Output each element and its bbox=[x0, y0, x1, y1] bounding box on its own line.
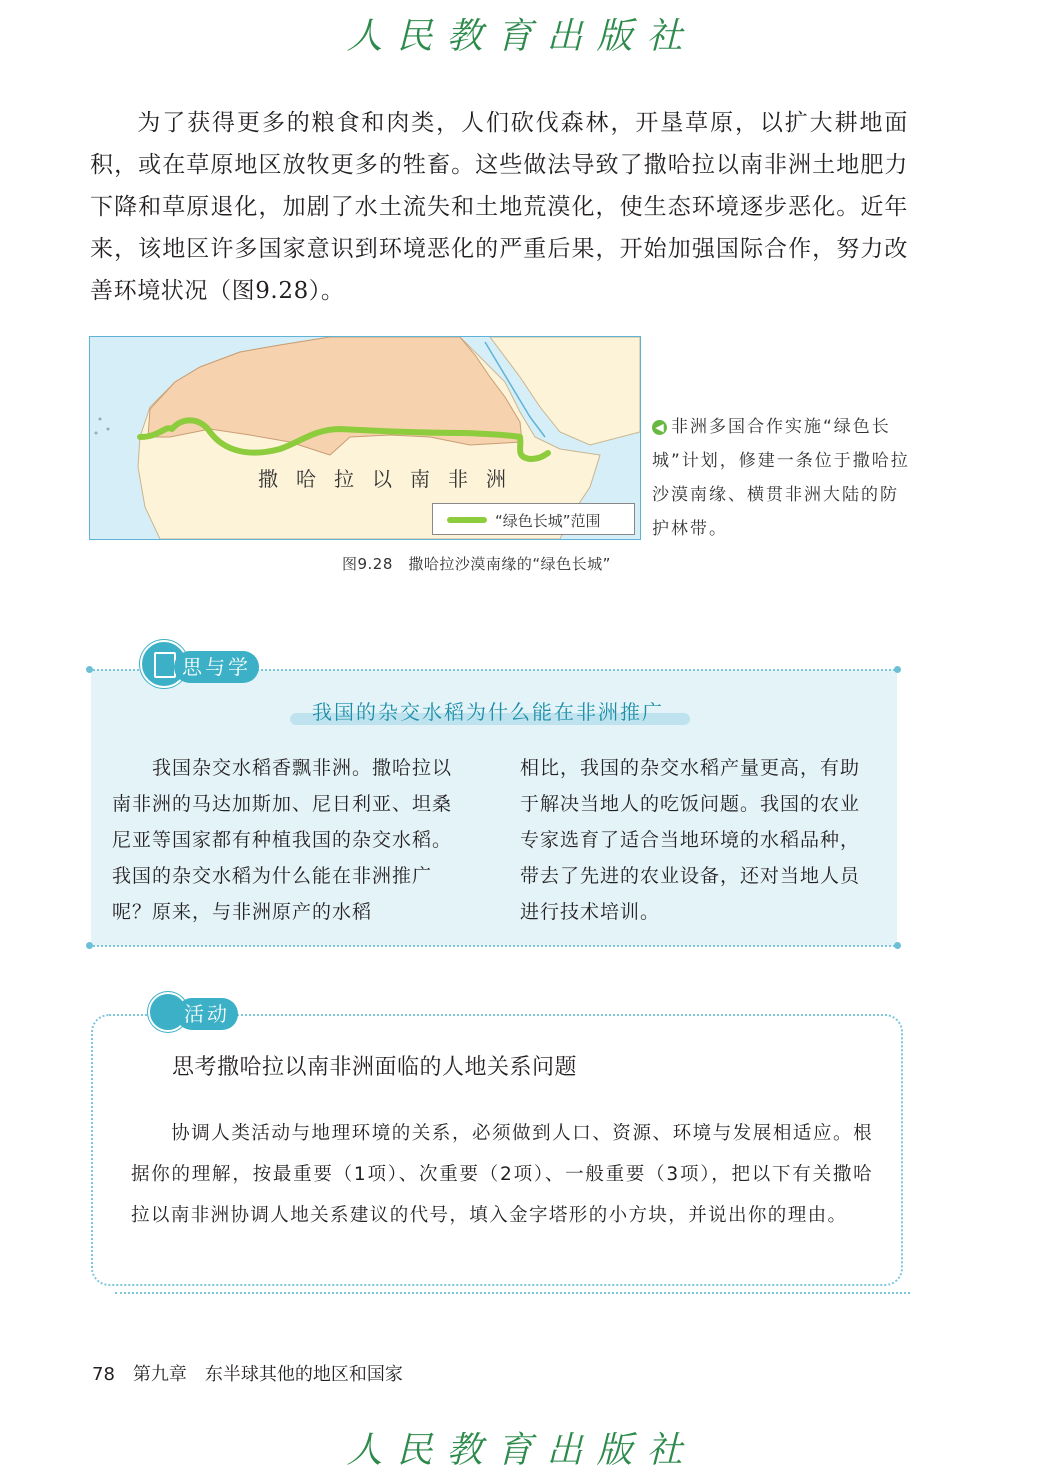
think-text-left: 我国杂交水稻香飘非洲。撒哈拉以南非洲的马达加斯加、尼日利亚、坦桑尼亚等国家都有种植我国的杂交水稻。我国的杂交水稻为什么能在非洲推广呢？原来，与非洲原产的水稻 bbox=[112, 757, 453, 923]
activity-title: 思考撒哈拉以南非洲面临的人地关系问题 bbox=[172, 1055, 578, 1080]
think-corner-dot bbox=[86, 666, 93, 673]
body-paragraph: 为了获得更多的粮食和肉类，人们砍伐森林，开垦草原，以扩大耕地面积，或在草原地区放牧更多的牲畜。这些做法导致了撒哈拉以南非洲土地肥力下降和草原退化，加剧了水土流失和土地荒漠化，使生态环境逐步恶化。近年来，该地区许多国家意识到环境恶化的严重后果，开始加强国际合作，努力改善环境状况（图9.28）。 bbox=[90, 110, 908, 304]
figure-side-caption: ◀ 非洲多国合作实施“绿色长城”计划，修建一条位于撒哈拉沙漠南缘、横贯非洲大陆的防护林带。 bbox=[652, 417, 910, 539]
think-bottom-border bbox=[90, 945, 898, 947]
think-title: 我国的杂交水稻为什么能在非洲推广 bbox=[312, 700, 664, 724]
think-text-right: 相比，我国的杂交水稻产量更高，有助于解决当地人的吃饭问题。我国的农业专家选育了适合当地环境的水稻品种，带去了先进的农业设备，还对当地人员进行技术培训。 bbox=[520, 757, 861, 923]
legend-swatch bbox=[447, 517, 487, 523]
publisher-watermark-bottom: 人民教育出版社 bbox=[346, 1430, 697, 1471]
legend-label: “绿色长城”范围 bbox=[495, 512, 601, 530]
think-badge bbox=[140, 640, 280, 690]
think-badge-label: 思与学 bbox=[174, 651, 259, 683]
publisher-watermark-top: 人民教育出版社 bbox=[346, 16, 697, 57]
map-region-label: 撒哈拉以南非洲 bbox=[258, 467, 524, 491]
activity-badge bbox=[148, 982, 258, 1032]
island-dot bbox=[107, 428, 110, 431]
think-corner-dot bbox=[894, 666, 901, 673]
page-number: 78 bbox=[92, 1364, 115, 1385]
chapter-title: 第九章 东半球其他的地区和国家 bbox=[132, 1364, 403, 1385]
page-footer bbox=[92, 1360, 403, 1386]
map-legend bbox=[432, 503, 635, 535]
think-corner-dot bbox=[894, 942, 901, 949]
figure-caption: 图9.28 撒哈拉沙漠南缘的“绿色长城” bbox=[342, 555, 611, 573]
island-dot bbox=[99, 418, 102, 421]
activity-badge-label: 活动 bbox=[176, 998, 238, 1030]
think-corner-dot bbox=[86, 942, 93, 949]
activity-bottom-shadow-line bbox=[115, 1292, 910, 1294]
activity-text: 协调人类活动与地理环境的关系，必须做到人口、资源、环境与发展相适应。根据你的理解，按最重要（1项）、次重要（2项）、一般重要（3项），把以下有关撒哈拉以南非洲协调人地关系建议的代号，填入金字塔形的小方块，并说出你的理由。 bbox=[131, 1123, 873, 1226]
island-dot bbox=[95, 432, 98, 435]
arrow-left-icon: ◀ bbox=[652, 420, 667, 435]
